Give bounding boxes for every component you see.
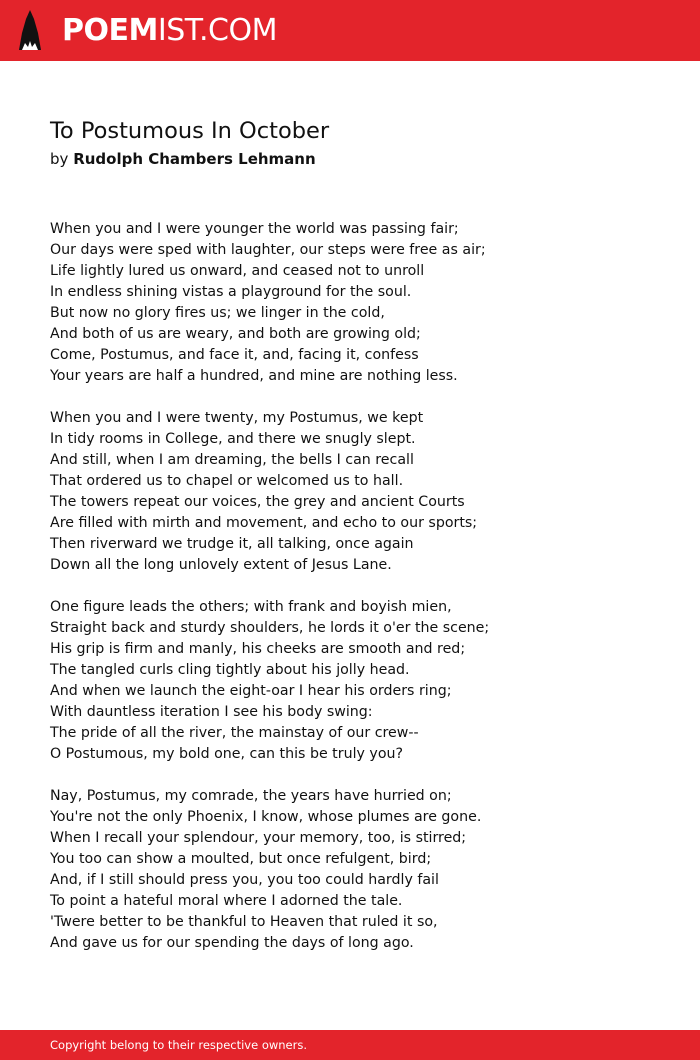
poem-body bbox=[50, 219, 670, 975]
poem-line: When you and I were twenty, my Postumus, we kept bbox=[50, 410, 424, 426]
stanza bbox=[50, 219, 670, 387]
poem-author: Rudolph Chambers Lehmann bbox=[73, 150, 316, 168]
poem-line: The towers repeat our voices, the grey and ancient Courts bbox=[50, 494, 465, 510]
poem-line: Are filled with mirth and movement, and echo to our sports; bbox=[50, 515, 478, 531]
poem-line: The pride of all the river, the mainstay of our crew-- bbox=[50, 725, 419, 741]
poem-line: Then riverward we trudge it, all talking, once again bbox=[50, 536, 414, 552]
logo-text-light: IST.COM bbox=[157, 13, 277, 48]
site-footer bbox=[0, 1030, 700, 1060]
logo-text-bold: POEM bbox=[62, 13, 158, 48]
poem-line: When you and I were younger the world was passing fair; bbox=[50, 221, 459, 237]
stanza bbox=[50, 408, 670, 576]
poem-line: But now no glory fires us; we linger in the cold, bbox=[50, 305, 385, 321]
poem-line: You too can show a moulted, but once refulgent, bird; bbox=[50, 851, 432, 867]
poem-line: And still, when I am dreaming, the bells I can recall bbox=[50, 452, 414, 468]
poem-line: O Postumous, my bold one, can this be truly you? bbox=[50, 746, 404, 762]
poem-line: And when we launch the eight-oar I hear his orders ring; bbox=[50, 683, 452, 699]
site-logo-text[interactable] bbox=[62, 13, 277, 49]
poem-line: 'Twere better to be thankful to Heaven that ruled it so, bbox=[50, 914, 438, 930]
poem-line: That ordered us to chapel or welcomed us to hall. bbox=[50, 473, 404, 489]
poem-line: To point a hateful moral where I adorned the tale. bbox=[50, 893, 403, 909]
poem-line: Your years are half a hundred, and mine are nothing less. bbox=[50, 368, 458, 384]
poem-line: When I recall your splendour, your memory, too, is stirred; bbox=[50, 830, 467, 846]
poem-line: The tangled curls cling tightly about his jolly head. bbox=[50, 662, 410, 678]
poem-line: In endless shining vistas a playground for the soul. bbox=[50, 284, 412, 300]
pen-nib-logo-icon[interactable] bbox=[18, 9, 42, 52]
poem-title: To Postumous In October bbox=[50, 118, 330, 144]
poem-line: And both of us are weary, and both are growing old; bbox=[50, 326, 421, 342]
poem-line: His grip is firm and manly, his cheeks are smooth and red; bbox=[50, 641, 466, 657]
poem-line: One figure leads the others; with frank and boyish mien, bbox=[50, 599, 452, 615]
poem-byline bbox=[50, 149, 316, 169]
poem-line: Straight back and sturdy shoulders, he lords it o'er the scene; bbox=[50, 620, 490, 636]
poem-line: Down all the long unlovely extent of Jesus Lane. bbox=[50, 557, 392, 573]
poem-line: Nay, Postumus, my comrade, the years have hurried on; bbox=[50, 788, 452, 804]
copyright-notice: Copyright belong to their respective owners. bbox=[50, 1038, 308, 1052]
poem-line: With dauntless iteration I see his body swing: bbox=[50, 704, 373, 720]
site-header bbox=[0, 0, 700, 61]
poem-line: Come, Postumus, and face it, and, facing it, confess bbox=[50, 347, 419, 363]
poem-line: In tidy rooms in College, and there we snugly slept. bbox=[50, 431, 416, 447]
poem-line: Our days were sped with laughter, our steps were free as air; bbox=[50, 242, 486, 258]
stanza bbox=[50, 597, 670, 765]
stanza bbox=[50, 786, 670, 954]
poem-line: And gave us for our spending the days of long ago. bbox=[50, 935, 414, 951]
poem-line: And, if I still should press you, you too could hardly fail bbox=[50, 872, 439, 888]
poem-line: Life lightly lured us onward, and ceased not to unroll bbox=[50, 263, 425, 279]
poem-line: You're not the only Phoenix, I know, whose plumes are gone. bbox=[50, 809, 482, 825]
by-label: by bbox=[50, 150, 69, 168]
